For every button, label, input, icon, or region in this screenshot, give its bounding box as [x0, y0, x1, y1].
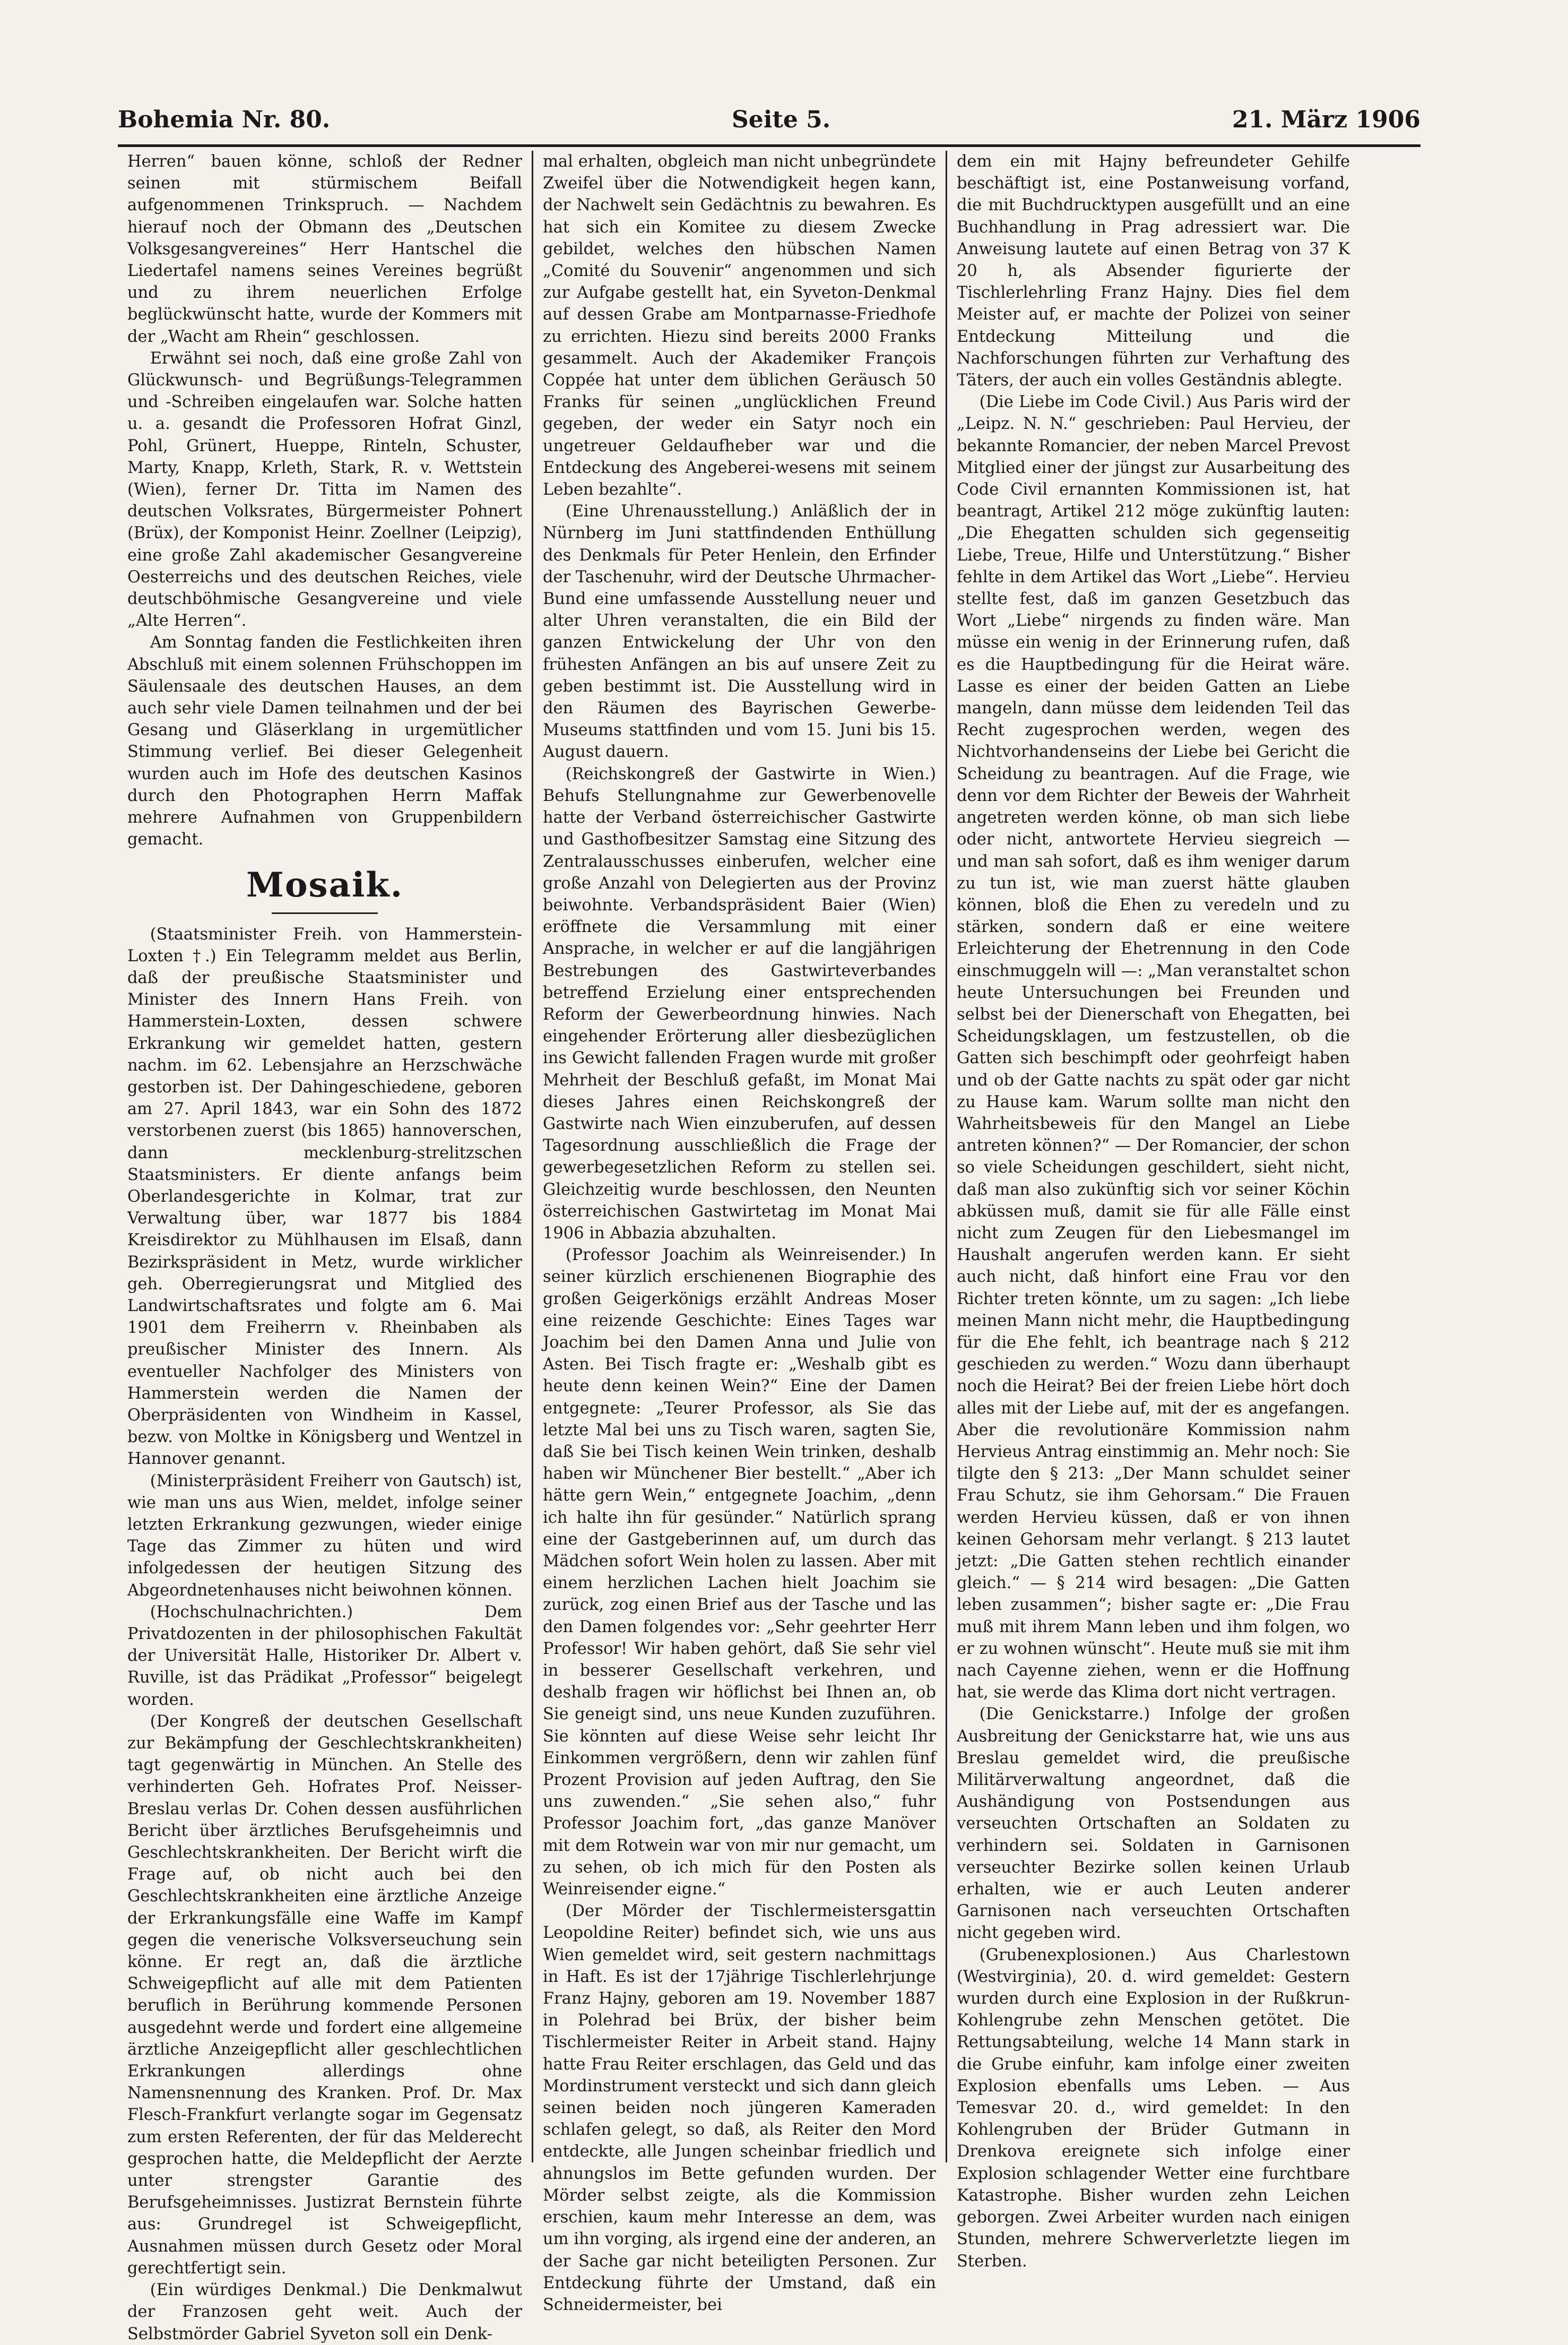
- article-paragraph: (Eine Uhrenausstellung.) Anläßlich der in Nürnberg im Juni stattfindenden Enthüllung des Denkmals für Peter Henlein, den Erfinder der Taschenuhr, wird der Deutsche Uhrmacher-Bund eine umfassende Ausstellung neuer und alter Uhren veranstalten, die ein Bild der ganzen Entwickelung der Uhr von den frühesten Anfängen an bis auf unsere Zeit zu geben bestimmt ist. Die Ausstellung wird in den Räumen des Bayrischen Gewerbe-Museums stattfinden und vom 15. Juni bis 15. August dauern.: [543, 502, 936, 762]
- article-paragraph: (Die Liebe im Code Civil.) Aus Paris wird der „Leipz. N. N.“ geschrieben: Paul Hervieu, der bekannte Romancier, der neben Marcel Prevost Mitglied einer der jüngst zur Ausarbeitung des Code Civil ernannten Kommissionen ist, hat beantragt, Artikel 212 möge zukünftig lauten: „Die Ehegatten schulden sich gegenseitig Liebe, Treue, Hilfe und Unterstützung.“ Bisher fehlte in dem Artikel das Wort „Liebe“. Hervieu stellte fest, daß im ganzen Gesetzbuch das Wort „Liebe“ nirgends zu finden wäre. Man müsse ein wenig in der Erinnerung rufen, daß es die Hauptbedingung für die Heirat wäre. Lasse es einer der beiden Gatten an Liebe mangeln, dann müsse dem leidenden Teil das Recht zugesprochen werden, wegen des Nichtvorhandenseins der Liebe bei Gericht die Scheidung zu beantragen. Auf die Frage, wie denn vor dem Richter der Beweis der Wahrheit angetreten werden könne, ob man sich liebe oder nicht, antwortete Hervieu siegreich — und man sah sofort, daß es ihm weniger darum zu tun ist, wie man zuerst hätte glauben können, bloß die Ehen zu veredeln und zu stärken, sondern daß er eine weitere Erleichterung der Ehetrennung in den Code einschmuggeln will —: „Man veranstaltet schon heute Untersuchungen bei Freunden und selbst bei der Dienerschaft von Ehegatten, bei Scheidungsklagen, um festzustellen, ob die Gatten sich beschimpft oder geohrfeigt haben und ob der Gatte nachts zu spät oder gar nicht zu Hause kam. Warum sollte man nicht den Wahrheitsbeweis für den Mangel an Liebe antreten können?“ — Der Romancier, der schon so viele Scheidungen geschildert, sieht nicht, daß man also zukünftig sich vor seiner Köchin abküssen muß, damit sie für alle Fälle einst nicht zum Zeugen für den Liebesmangel im Haushalt angerufen werden kann. Er sieht auch nicht, daß hinfort eine Frau vor den Richter treten könnte, um zu sagen: „Ich liebe meinen Mann nicht mehr, die Hauptbedingung für die Ehe fehlt, ich beantrage nach § 212 geschieden zu werden.“ Wozu dann überhaupt noch die Heirat? Bei der freien Liebe hört doch alles mit der Liebe auf, mit der es angefangen. Aber die revolutionäre Kommission nahm Hervieus Antrag einstimmig an. Mehr noch: Sie tilgte den § 213: „Der Mann schuldet seiner Frau Schutz, sie ihm Gehorsam.“ Die Frauen werden Hervieu küssen, daß er von ihnen keinen Gehorsam mehr verlangt. § 213 lautet jetzt: „Die Gatten stehen rechtlich einander gleich.“ — § 214 wird besagen: „Die Gatten leben zusammen“; bisher sagte er: „Die Frau muß mit ihrem Mann leben und ihm folgen, wo er zu wohnen wünscht“. Heute muß sie mit ihm nach Cayenne ziehen, wenn er die Hoffnung hat, sie werde das Klima dort nicht vertragen.: [957, 393, 1350, 1702]
- column-2: [532, 151, 946, 2314]
- column-1: [118, 151, 532, 2343]
- article-paragraph: (Staatsminister Freih. von Hammerstein-Loxten †.) Ein Telegramm meldet aus Berlin, daß der preußische Staatsminister und Minister des Innern Hans Freih. von Hammerstein-Loxten, dessen schwere Erkrankung wir gemeldet hatten, gestern nachm. im 62. Lebensjahre an Herzschwäche gestorben ist. Der Dahingeschiedene, geboren am 27. April 1843, war ein Sohn des 1872 verstorbenen zuerst (bis 1865) hannoverschen, dann mecklenburg-strelitzschen Staatsministers. Er diente anfangs beim Oberlandesgerichte in Kolmar, trat zur Verwaltung über, war 1877 bis 1884 Kreisdirektor zu Mühlhausen im Elsaß, dann Bezirkspräsident in Metz, wurde wirklicher geh. Oberregierungsrat und Mitglied des Landwirtschaftsrates und folgte am 6. Mai 1901 dem Freiherrn v. Rheinbaben als preußischer Minister des Innern. Als eventueller Nachfolger des Ministers von Hammerstein werden die Namen der Oberpräsidenten von Windheim in Kassel, bezw. von Moltke in Königsberg und Wentzel in Hannover genannt.: [127, 925, 522, 1469]
- header-rule: [118, 144, 1420, 147]
- section-title: Mosaik.: [246, 865, 403, 905]
- article-paragraph: (Die Genickstarre.) Infolge der großen Ausbreitung der Genickstarre hat, wie uns aus Breslau gemeldet wird, die preußische Militärverwaltung angeordnet, daß die Aushändigung von Postsendungen aus verseuchten Ortschaften an Soldaten zu verhindern sei. Soldaten in Garnisonen verseuchter Bezirke sollen keinen Urlaub erhalten, wie er auch Leuten anderer Garnisonen nach verseuchten Ortschaften nicht gegeben wird.: [957, 1705, 1350, 1943]
- article-paragraph: (Der Mörder der Tischlermeistersgattin Leopoldine Reiter) befindet sich, wie uns aus Wien gemeldet wird, seit gestern nachmittags in Haft. Es ist der 17jährige Tischlerlehrjunge Franz Hajny, geboren am 19. November 1887 in Polehrad bei Brüx, der bisher beim Tischlermeister Reiter in Arbeit stand. Hajny hatte Frau Reiter erschlagen, das Geld und das Mordinstrument versteckt und sich dann gleich seinen beiden noch jüngeren Kameraden schlafen gelegt, so daß, als Reiter den Mord entdeckte, alle Jungen scheinbar friedlich und ahnungslos im Bette gefunden wurden. Der Mörder selbst zeigte, als die Kommission erschien, kaum mehr Interesse an dem, was um ihn vorging, als irgend eine der anderen, an der Sache gar nicht beteiligten Personen. Zur Entdeckung führte der Umstand, daß ein Schneidermeister, bei: [543, 1902, 936, 2314]
- article-paragraph: Am Sonntag fanden die Festlichkeiten ihren Abschluß mit einem solennen Frühschoppen im Säulensaale des deutschen Hauses, an dem auch sehr viele Damen teilnahmen und der bei Gesang und Gläserklang in urgemütlicher Stimmung verlief. Bei dieser Gelegenheit wurden auch im Hofe des deutschen Kasinos durch den Photographen Herrn Maffak mehrere Aufnahmen von Gruppenbildern gemacht.: [127, 633, 522, 849]
- columns: [118, 151, 1420, 2343]
- article-paragraph: (Reichskongreß der Gastwirte in Wien.) Behufs Stellungnahme zur Gewerbenovelle hatte der Verband österreichischer Gastwirte und Gasthofbesitzer Samstag eine Sitzung des Zentralausschusses einberufen, welcher eine große Anzahl von Delegierten aus der Provinz beiwohnte. Verbandspräsident Baier (Wien) eröffnete die Versammlung mit einer Ansprache, in welcher er auf die langjährigen Bestrebungen des Gastwirteverbandes betreffend Erzielung einer entsprechenden Reform der Gewerbeordnung hinwies. Nach eingehender Erörterung aller diesbezüglichen ins Gewicht fallenden Fragen wurde mit großer Mehrheit der Beschluß gefaßt, im Monat Mai dieses Jahres einen Reichskongreß der Gastwirte nach Wien einzuberufen, auf dessen Tagesordnung ausschließlich die Frage der gewerbegesetzlichen Reform zu stellen sei. Gleichzeitig wurde beschlossen, den Neunten österreichischen Gastwirtetag im Monat Mai 1906 in Abbazia abzuhalten.: [543, 764, 936, 1243]
- article-paragraph: (Der Kongreß der deutschen Gesellschaft zur Bekämpfung der Geschlechtskrankheiten) tagt gegenwärtig in München. An Stelle des verhinderten Geh. Hofrates Prof. Neisser-Breslau verlas Dr. Cohen dessen ausführlichen Bericht über ärztliches Berufsgeheimnis und Geschlechtskrankheiten. Der Bericht wirft die Frage auf, ob nicht auch bei den Geschlechtskrankheiten eine ärztliche Anzeige der Erkrankungsfälle eine Waffe im Kampf gegen die venerische Volksverseuchung sein könne. Er regt an, daß die ärztliche Schweigepflicht auf alle mit dem Patienten beruflich in Berührung kommende Personen ausgedehnt werde und fordert eine allgemeine ärztliche Anzeigepflicht aller geschlechtlichen Erkrankungen allerdings ohne Namensnennung des Kranken. Prof. Dr. Max Flesch-Frankfurt verlangte sogar im Gegensatz zum ersten Referenten, der für das Melderecht gesprochen hatte, die Meldepflicht der Aerzte unter strengster Garantie des Berufsgeheimnisses. Justizrat Bernstein führte aus: Grundregel ist Schweigepflicht, Ausnahmen müssen durch Gesetz oder Moral gerechtfertigt sein.: [127, 1712, 522, 2278]
- header-page-number: Seite 5.: [732, 106, 831, 133]
- article-paragraph: (Professor Joachim als Weinreisender.) In seiner kürzlich erschienenen Biographie des großen Geigerkönigs erzählt Andreas Moser eine reizende Geschichte: Eines Tages war Joachim bei den Damen Anna und Julie von Asten. Bei Tisch fragte er: „Weshalb gibt es heute denn keinen Wein?“ Eine der Damen entgegnete: „Teurer Professor, als Sie das letzte Mal bei uns zu Tisch waren, sagten Sie, daß Sie bei Tisch keinen Wein trinken, deshalb haben wir Münchener Bier bestellt.“ „Aber ich hätte gern Wein,“ entgegnete Joachim, „denn ich halte ihn für gesünder.“ Natürlich sprang eine der Gastgeberinnen auf, um durch das Mädchen sofort Wein holen zu lassen. Aber mit einem herzlichen Lachen hielt Joachim sie zurück, zog einen Brief aus der Tasche und las den Damen folgendes vor: „Sehr geehrter Herr Professor! Wir haben gehört, daß Sie sehr viel in besserer Gesellschaft verkehren, und deshalb fragen wir höflichst bei Ihnen an, ob Sie geneigt sind, uns neue Kunden zuzuführen. Sie könnten auf diese Weise sehr leicht Ihr Einkommen vergrößern, denn wir zahlen fünf Prozent Provision auf jeden Auftrag, den Sie uns zuwenden.“ „Sie sehen also,“ fuhr Professor Joachim fort, „das ganze Manöver mit dem Rotwein war von mir nur gemacht, um zu sehen, ob ich mich für den Posten als Weinreisender eigne.“: [543, 1246, 936, 1899]
- page-header: [118, 96, 1420, 143]
- article-paragraph: (Grubenexplosionen.) Aus Charlestown (Westvirginia), 20. d. wird gemeldet: Gestern wurden durch eine Explosion in der Rußkrun-Kohlengrube zehn Menschen getötet. Die Rettungsabteilung, welche 14 Mann stark in die Grube einfuhr, kam infolge einer zweiten Explosion ebenfalls ums Leben. — Aus Temesvar 20. d., wird gemeldet: In den Kohlengruben der Brüder Gutmann in Drenkova ereignete sich infolge einer Explosion schlagender Wetter eine furchtbare Katastrophe. Bisher wurden zehn Leichen geborgen. Zwei Arbeiter wurden nach einigen Stunden, mehrere Schwerverletzte liegen im Sterben.: [957, 1945, 1350, 2271]
- article-paragraph: (Ein würdiges Denkmal.) Die Denkmalwut der Franzosen geht weit. Auch der Selbstmörder Gabriel Syveton soll ein Denk-: [127, 2281, 522, 2343]
- column-3: [946, 151, 1359, 2271]
- header-publication: Bohemia Nr. 80.: [118, 106, 331, 133]
- article-paragraph: mal erhalten, obgleich man nicht unbegründete Zweifel über die Notwendigkeit hegen kann, der Nachwelt sein Gedächtnis zu bewahren. Es hat sich ein Komitee zu diesem Zwecke gebildet, welches den hübschen Namen „Comité du Souvenir“ angenommen und sich zur Aufgabe gestellt hat, ein Syveton-Denkmal auf dessen Grabe am Montparnasse-Friedhofe zu errichten. Hiezu sind bereits 2000 Franks gesammelt. Auch der Akademiker François Coppée hat unter dem üblichen Geräusch 50 Franks für seinen „unglücklichen Freund gegeben, der weder ein Satyr noch ein ungetreuer Geldaufheber war und die Entdeckung des Angeberei-wesens mit seinem Leben bezahlte“.: [543, 152, 936, 499]
- article-paragraph: dem ein mit Hajny befreundeter Gehilfe beschäftigt ist, eine Postanweisung vorfand, die mit Buchdrucktypen ausgefüllt und an eine Buchhandlung in Prag adressiert war. Die Anweisung lautete auf einen Betrag von 37 K 20 h, als Absender figurierte der Tischlerlehrling Franz Hajny. Dies fiel dem Meister auf, er machte der Polizei von seiner Entdeckung Mitteilung und die Nachforschungen führten zur Verhaftung des Täters, der auch ein volles Geständnis ablegte.: [957, 152, 1350, 390]
- article-paragraph: (Ministerpräsident Freiherr von Gautsch) ist, wie man uns aus Wien, meldet, infolge seiner letzten Erkrankung gezwungen, wieder einige Tage das Zimmer zu hüten und wird infolgedessen der heutigen Sitzung des Abgeordnetenhauses nicht beiwohnen können.: [127, 1471, 522, 1600]
- section-title-rule: [272, 912, 378, 914]
- article-paragraph: Erwähnt sei noch, daß eine große Zahl von Glückwunsch- und Begrüßungs-Telegrammen und -Schreiben eingelaufen war. Solche hatten u. a. gesandt die Professoren Hofrat Ginzl, Pohl, Grünert, Hueppe, Rinteln, Schuster, Marty, Knapp, Krleth, Stark, R. v. Wettstein (Wien), ferner Dr. Titta im Namen des deutschen Volksrates, Bürgermeister Pohnert (Brüx), der Komponist Heinr. Zoellner (Leipzig), eine große Zahl akademischer Gesangvereine Oesterreichs und des deutschen Reiches, viele deutschböhmische Gesangvereine und viele „Alte Herren“.: [127, 349, 522, 631]
- article-paragraph: Herren“ bauen könne, schloß der Redner seinen mit stürmischem Beifall aufgenommenen Trinkspruch. — Nachdem hierauf noch der Obmann des „Deutschen Volksgesangvereines“ Herr Hantschel die Liedertafel namens seines Vereines begrüßt und zu ihrem neuerlichen Erfolge beglückwünscht hatte, wurde der Kommers mit der „Wacht am Rhein“ geschlossen.: [127, 152, 522, 346]
- header-date: 21. März 1906: [1232, 106, 1420, 133]
- article-paragraph: (Hochschulnachrichten.) Dem Privatdozenten in der philosophischen Fakultät der Universität Halle, Historiker Dr. Albert v. Ruville, ist das Prädikat „Professor“ beigelegt worden.: [127, 1602, 522, 1709]
- newspaper-page: [118, 96, 1420, 2343]
